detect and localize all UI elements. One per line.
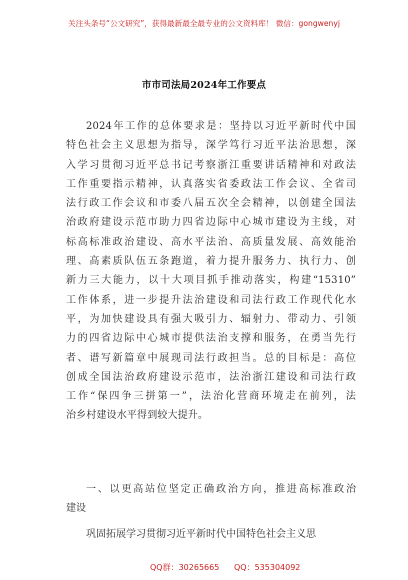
- continuation-line: [66, 525, 356, 540]
- page-title: 市市司法局2024年工作要点: [141, 80, 267, 91]
- intro-line: 新力三大能力，以十大项目抓手推动落实，构建“15310”: [66, 275, 356, 287]
- intro-line: 标高标准政治建设、高水平法治、高质量发展、高效能治: [66, 236, 356, 248]
- top-banner: 关注头条号“公文研究”，获得最新最全最专业的公文资料库！ 微信：gongwenyj: [68, 19, 340, 28]
- intro-line: 工作体系，进一步提升法治建设和司法行政工作现代化水: [66, 294, 356, 306]
- intro-line: 理、高素质队伍五条跑道，着力提升服务力、执行力、创: [66, 256, 356, 268]
- intro-line: 工作“保四争三拼第一”，法治化营商环境走在前列，法: [66, 391, 356, 403]
- intro-line: 者、谱写新篇章中展现司法行政担当。总的目标是：高位: [66, 352, 356, 364]
- intro-line: 创成全国法治政府建设示范市，法治浙江建设和司法行政: [66, 371, 356, 383]
- intro-line: 2024年工作的总体要求是：坚持以习近平新时代中国: [86, 121, 356, 132]
- intro-line: 治乡村建设水平得到较大提升。: [66, 410, 209, 422]
- section-heading-1: [66, 480, 356, 519]
- intro-line: 平，为加快建设具有强大吸引力、辐射力、带动力、引领: [66, 313, 356, 325]
- intro-line: 治政府建设示范市助力四省边际中心城市建设为主线，对: [66, 217, 356, 229]
- section-heading-line: 建设: [66, 503, 86, 515]
- intro-line: 特色社会主义思想为指导，深学笃行习近平法治思想，深: [66, 140, 356, 152]
- intro-line: 法行政工作会议和市委八届五次全会精神，以创建全国法: [66, 198, 356, 210]
- section-heading-line: 一、以更高站位坚定正确政治方向，推进高标准政治: [86, 484, 356, 495]
- footer-qq: QQ：535304092: [234, 563, 301, 572]
- continuation-text: 巩固拓展学习贯彻习近平新时代中国特色社会主义思: [86, 529, 316, 540]
- footer-qq-group: QQ群：30265665: [150, 563, 220, 572]
- intro-line: 力的四省边际中心城市提供法治支撑和服务，在勇当先行: [66, 333, 356, 345]
- intro-line: 入学习贯彻习近平总书记考察浙江重要讲话精神和对政法: [66, 159, 356, 171]
- intro-paragraph: [66, 117, 356, 426]
- intro-line: 工作重要指示精神，认真落实省委政法工作会议、全省司: [66, 178, 356, 190]
